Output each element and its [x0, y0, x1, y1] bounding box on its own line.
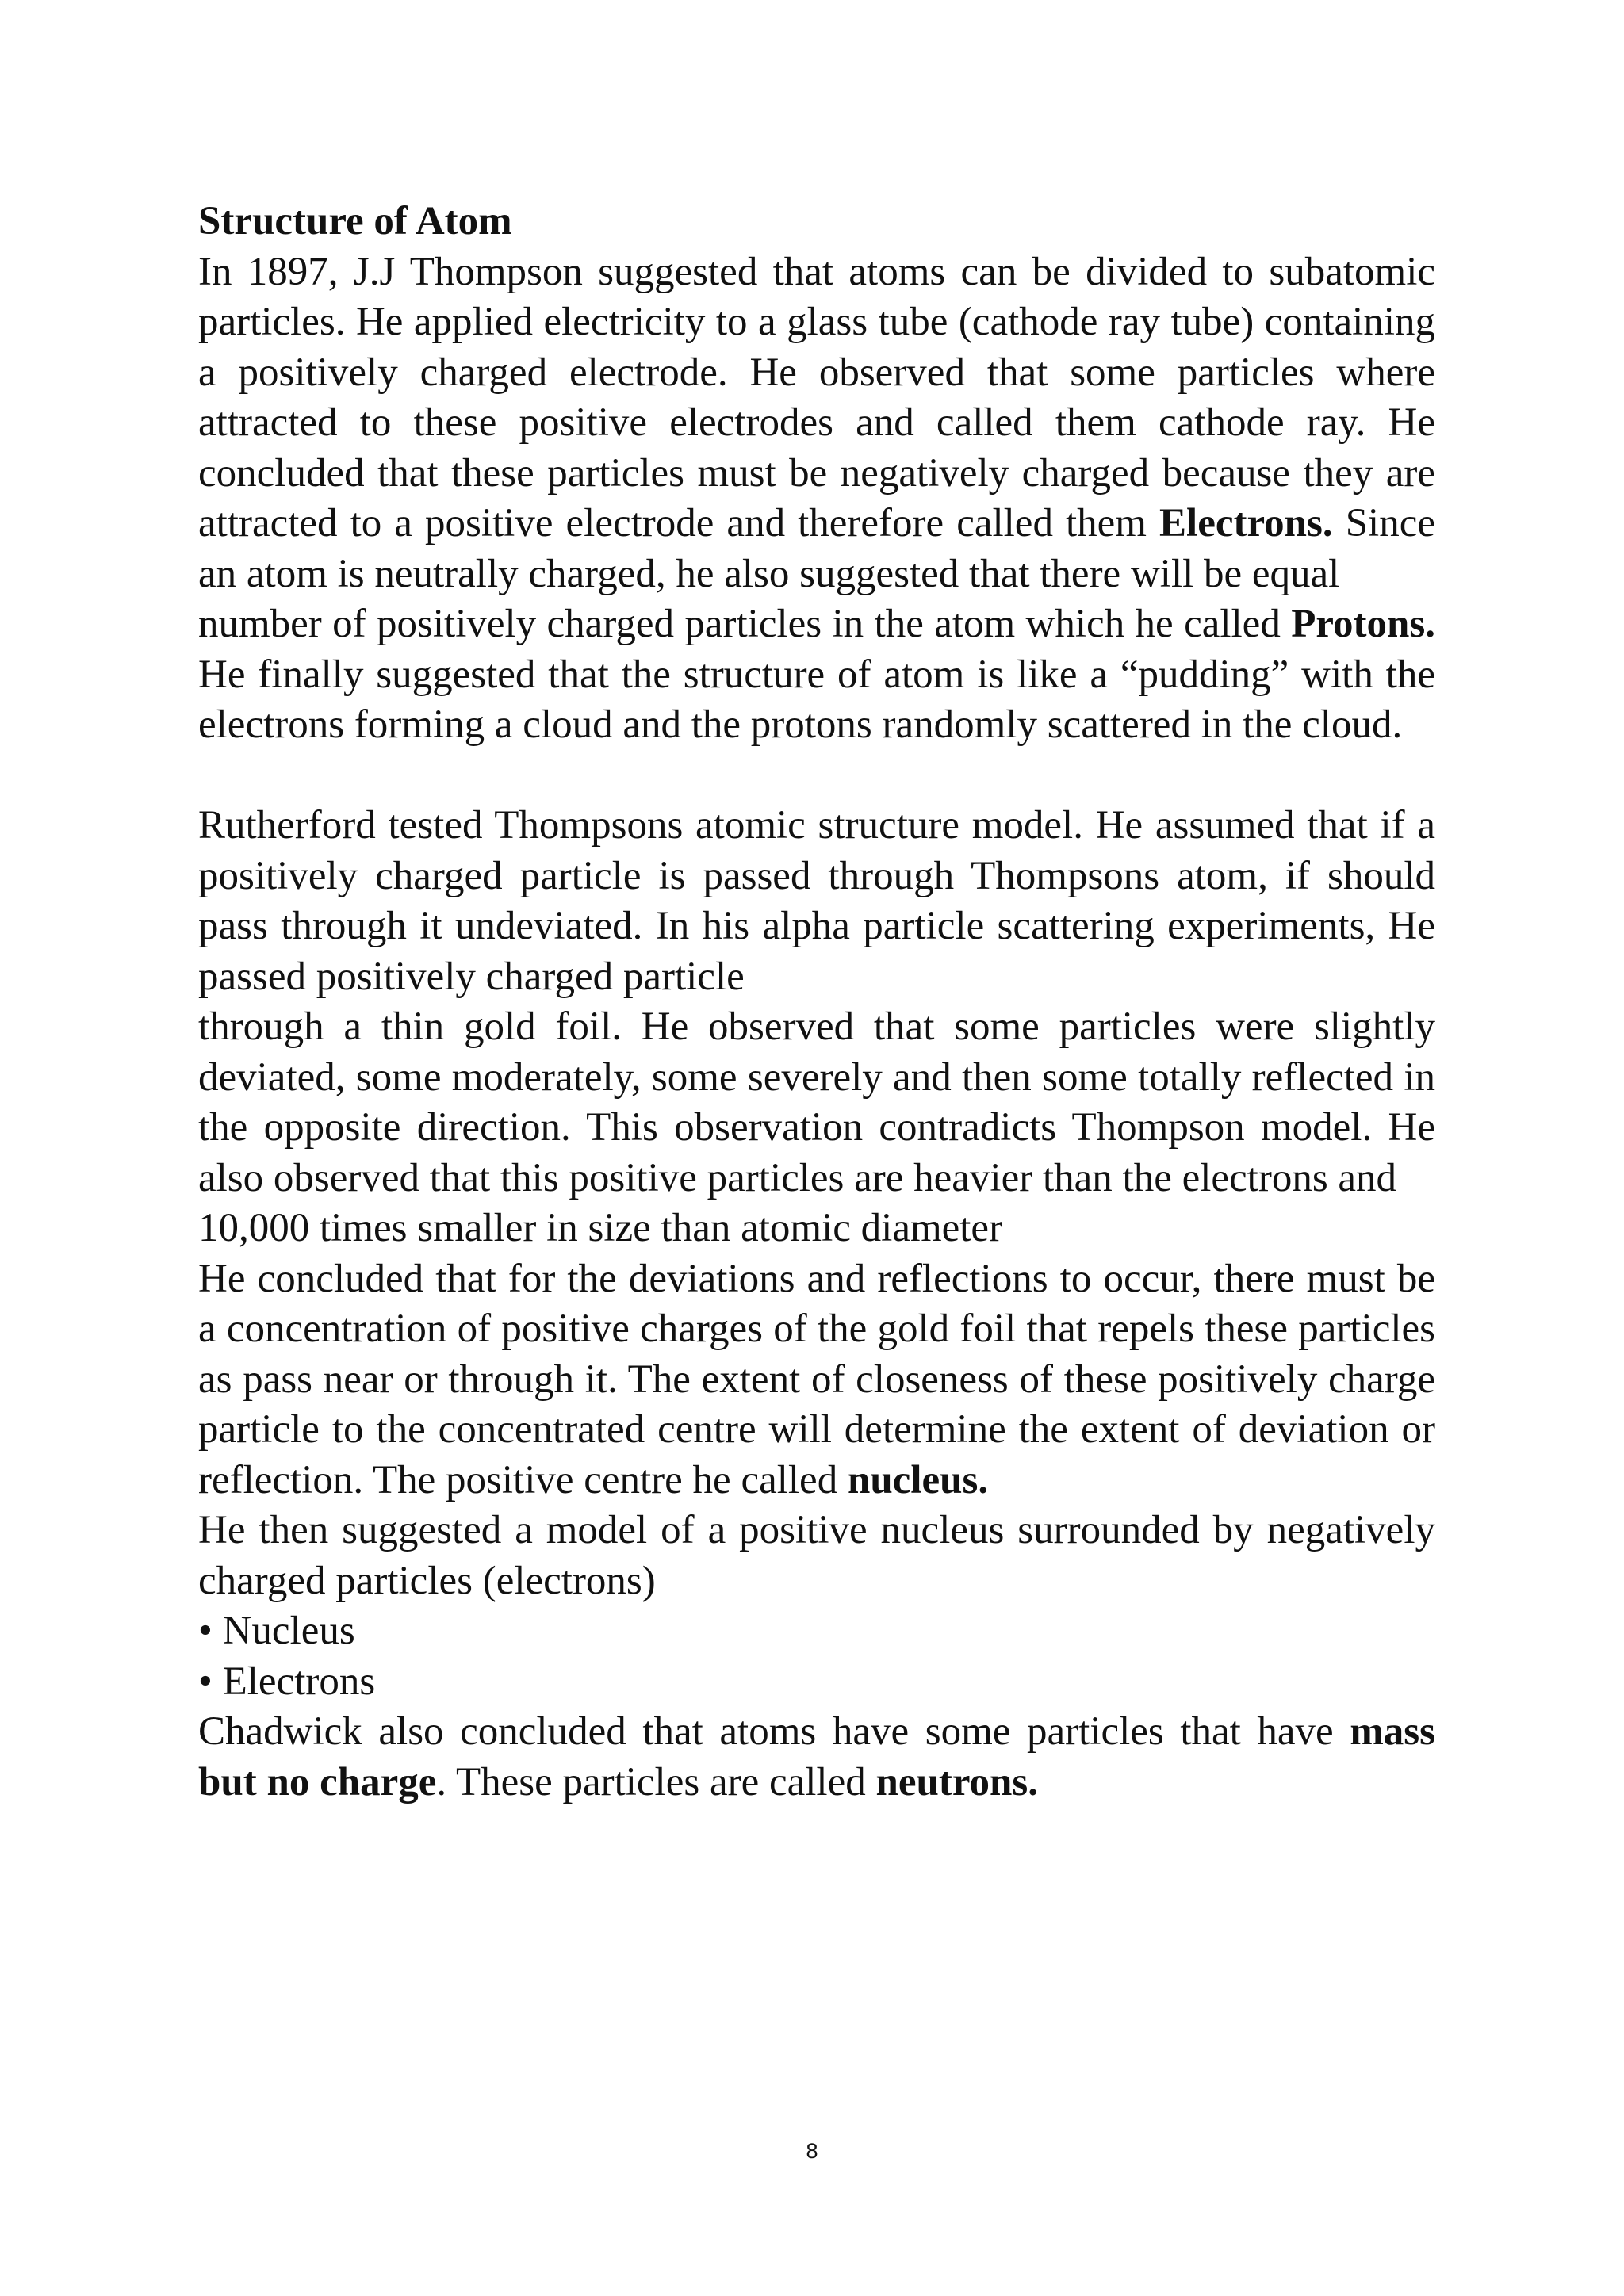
paragraph-conclusion [198, 1254, 1435, 1506]
paragraph-thompson [198, 247, 1435, 600]
bullet-item-nucleus: • Nucleus [198, 1609, 355, 1653]
paragraph-text: In 1897, J.J Thompson suggested that atoms can be divided to subatomic particles. He applied electricity to a glass tube (cathode ray tube) containing a positively charged electrode. He observed that some particles where attracted to these positive electrodes and called them cathode ray. He concluded that these particles must be negatively charged because they are attracted to a positive electrode and therefore called them [198, 249, 1435, 545]
paragraph-gold-foil: through a thin gold foil. He observed that some particles were slightly deviated, some moderately, some severely and then some totally reflected in the opposite direction. This observation contradicts Thompson model. He also observed that this positive particles are heavier than the electrons and [198, 1004, 1435, 1200]
term-neutrons: neutrons. [875, 1759, 1038, 1804]
paragraph-gap [198, 751, 1435, 802]
paragraph-model: He then suggested a model of a positive nucleus surrounded by negatively charged particles (electrons) [198, 1508, 1435, 1603]
document-body [198, 197, 1435, 1808]
page-number: 8 [806, 2139, 818, 2163]
bullet-item-electrons: • Electrons [198, 1659, 376, 1704]
paragraph-chadwick [198, 1707, 1435, 1808]
paragraph-text: Chadwick also concluded that atoms have some particles that have [198, 1709, 1350, 1754]
paragraph-protons [198, 599, 1435, 751]
paragraph-size: 10,000 times smaller in size than atomic diameter [198, 1206, 1003, 1250]
paragraph-text: He concluded that for the deviations and reflections to occur, there must be a concentration of positive charges of the gold foil that repels these particles as pass near or through it. The extent of closeness of these positively charge particle to the concentrated centre will determine the extent of deviation or reflection. The positive centre he called [198, 1256, 1435, 1502]
term-nucleus: nucleus. [847, 1457, 989, 1502]
term-electrons: Electrons. [1159, 501, 1333, 545]
paragraph-text: . These particles are called [436, 1759, 876, 1804]
paragraph-text: number of positively charged particles in the atom which he called [198, 602, 1292, 646]
paragraph-text: He finally suggested that the structure of atom is like a “pudding” with the electrons forming a cloud and the protons randomly scattered in the cloud. [198, 652, 1435, 747]
term-mass-no-charge: mass but no charge [198, 1709, 1435, 1804]
paragraph-rutherford: Rutherford tested Thompsons atomic structure model. He assumed that if a positively charged particle is passed through Thompsons atom, if should pass through it undeviated. In his alpha particle scattering experiments, He passed positively charged particle [198, 803, 1435, 999]
section-heading: Structure of Atom [198, 199, 512, 243]
paragraph-text: Since an atom is neutrally charged, he also suggested that there will be equal [198, 501, 1435, 596]
term-protons: Protons. [1291, 602, 1435, 646]
